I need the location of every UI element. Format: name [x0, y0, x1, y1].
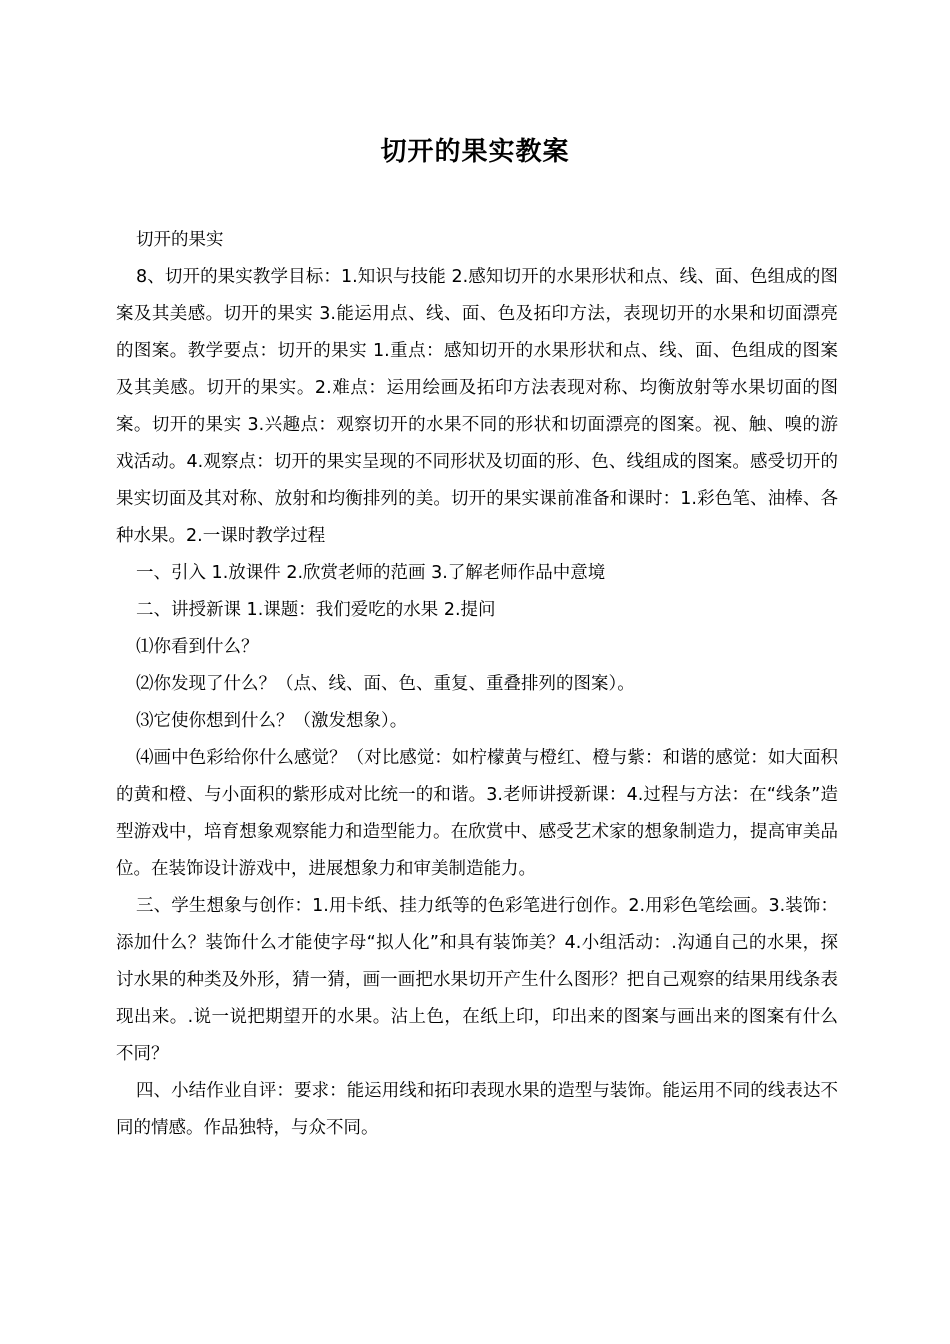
paragraph-question-3: ⑶它使你想到什么？（激发想象）。	[136, 711, 408, 731]
document-body	[116, 222, 838, 1147]
paragraph-question-4: ⑷画中色彩给你什么感觉？（对比感觉：如柠檬黄与橙红、橙与紫：和谐的感觉：如大面积的黄和橙、与小面积的紫形成对比统一的和谐。3.老师讲授新课：4.过程与方法：在“线条”造型游戏中，培育想象观察能力和造型能力。在欣赏中、感受艺术家的想象制造力，提高审美品位。在装饰设计游戏中，进展想象力和审美制造能力。	[116, 748, 838, 879]
paragraph-creation: 三、学生想象与创作：1.用卡纸、挂力纸等的色彩笔进行创作。2.用彩色笔绘画。3.装饰：添加什么？装饰什么才能使字母“拟人化”和具有装饰美？4.小组活动：.沟通自己的水果，探讨水果的种类及外形，猜一猜，画一画把水果切开产生什么图形？把自己观察的结果用线条表现出来。.说一说把期望开的水果。沾上色，在纸上印，印出来的图案与画出来的图案有什么不同？	[116, 896, 838, 1064]
paragraph-new-lesson: 二、讲授新课 1.课题：我们爱吃的水果 2.提问	[136, 600, 496, 620]
document-title: 切开的果实教案	[380, 137, 570, 167]
paragraph-question-2: ⑵你发现了什么？（点、线、面、色、重复、重叠排列的图案）。	[136, 674, 635, 694]
paragraph-subtitle: 切开的果实	[136, 230, 224, 250]
paragraph-objectives: 8、切开的果实教学目标：1.知识与技能 2.感知切开的水果形状和点、线、面、色组成的图案及其美感。切开的果实 3.能运用点、线、面、色及拓印方法，表现切开的水果和切面漂亮的图案。教学要点：切开的果实 1.重点：感知切开的水果形状和点、线、面、色组成的图案及其美感。切开的果实。2.难点：运用绘画及拓印方法表现对称、均衡放射等水果切面的图案。切开的果实 3.兴趣点：观察切开的水果不同的形状和切面漂亮的图案。视、触、嗅的游戏活动。4.观察点：切开的果实呈现的不同形状及切面的形、色、线组成的图案。感受切开的果实切面及其对称、放射和均衡排列的美。切开的果实课前准备和课时：1.彩色笔、油棒、各种水果。2.一课时教学过程	[116, 267, 838, 546]
paragraph-introduction: 一、引入 1.放课件 2.欣赏老师的范画 3.了解老师作品中意境	[136, 563, 606, 583]
paragraph-summary: 四、小结作业自评：要求：能运用线和拓印表现水果的造型与装饰。能运用不同的线表达不同的情感。作品独特，与众不同。	[116, 1081, 838, 1138]
paragraph-question-1: ⑴你看到什么？	[136, 637, 259, 657]
